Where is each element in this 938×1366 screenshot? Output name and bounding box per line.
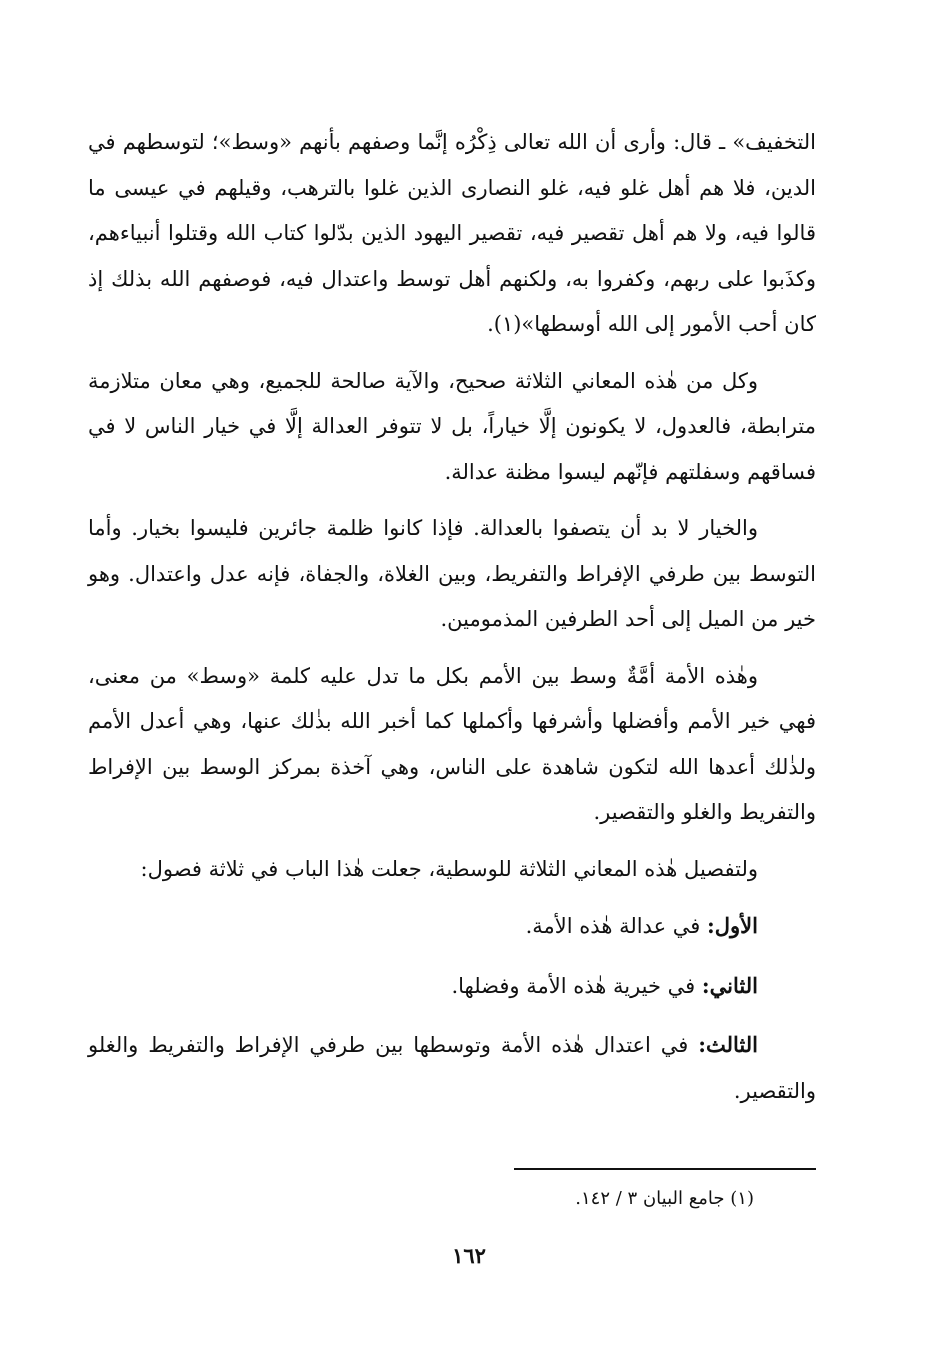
chapter-text-second: في خيرية هٰذه الأمة وفضلها. bbox=[451, 973, 696, 998]
chapter-key-first: الأول: bbox=[707, 913, 758, 938]
paragraph-nation: وهٰذه الأمة أمَّةٌ وسط بين الأمم بكل ما تدل عليه كلمة «وسط» من معنى، فهي خير الأمم وأفضلها وأشرفها وأكملها كما أخبر الله بذٰلك عنها، وهي أعدل الأمم ولذٰلك أعدها الله لتكون شاهدة على الناس، وهي آخذة بمركز الوسط بين الإفراط والتفريط والغلو والتقصير. bbox=[88, 663, 816, 824]
chapter-key-second: الثاني: bbox=[701, 972, 758, 998]
chapter-text-third: في اعتدال هٰذه الأمة وتوسطها بين طرفي الإفراط والتفريط والغلو والتقصير. bbox=[88, 1033, 816, 1103]
footnote: (١) جامع البيان ٣ / ١٤٢. bbox=[575, 1188, 754, 1209]
paragraph-meanings: وكل من هٰذه المعاني الثلاثة صحيح، والآية صالحة للجميع، وهي معان متلازمة مترابطة، فالعدول، لا يكونون إلَّا خياراً، بل لا تتوفر العدالة إلَّا في خيار الناس لا في فساقهم وسفلتهم فإنّهم ليسوا مظنة عدالة. bbox=[88, 368, 816, 484]
footnote-divider bbox=[514, 1168, 816, 1170]
chapter-item-first bbox=[88, 903, 816, 950]
page-body bbox=[88, 120, 816, 1114]
chapter-item-third bbox=[88, 1022, 816, 1114]
paragraph-choice: والخيار لا بد أن يتصفوا بالعدالة. فإذا كانوا ظلمة جائرين فليسوا بخيار. وأما التوسط بين طرفي الإفراط والتفريط، وبين الغلاة، والجفاة، فإنه عدل واعتدال. وهو خير من الميل إلى أحد الطرفين المذمومين. bbox=[88, 516, 816, 631]
chapter-key-third: الثالث: bbox=[698, 1032, 758, 1057]
paragraph-chapters-intro: ولتفصيل هٰذه المعاني الثلاثة للوسطية، جعلت هٰذا الباب في ثلاثة فصول: bbox=[140, 856, 758, 881]
paragraph-quote-continuation: التخفيف» ـ قال: وأرى أن الله تعالى ذِكْرُه إنَّما وصفهم بأنهم «وسط»؛ لتوسطهم في الدين، فلا هم أهل غلو فيه، غلو النصارى الذين غلوا بالترهب، وقيلهم في عيسى ما قالوا فيه، ولا هم أهل تقصير فيه، تقصير اليهود الذين بدّلوا كتاب الله وقتلوا أنبياءهم، وكذَبوا على ربهم، وكفروا به، ولكنهم أهل توسط واعتدال فيه، فوصفهم الله بذلك إذ كان أحب الأمور إلى الله أوسطها»(١). bbox=[88, 130, 816, 336]
chapter-text-first: في عدالة هٰذه الأمة. bbox=[525, 914, 701, 938]
chapter-item-second bbox=[88, 963, 816, 1010]
page-number: ١٦٢ bbox=[452, 1243, 486, 1268]
